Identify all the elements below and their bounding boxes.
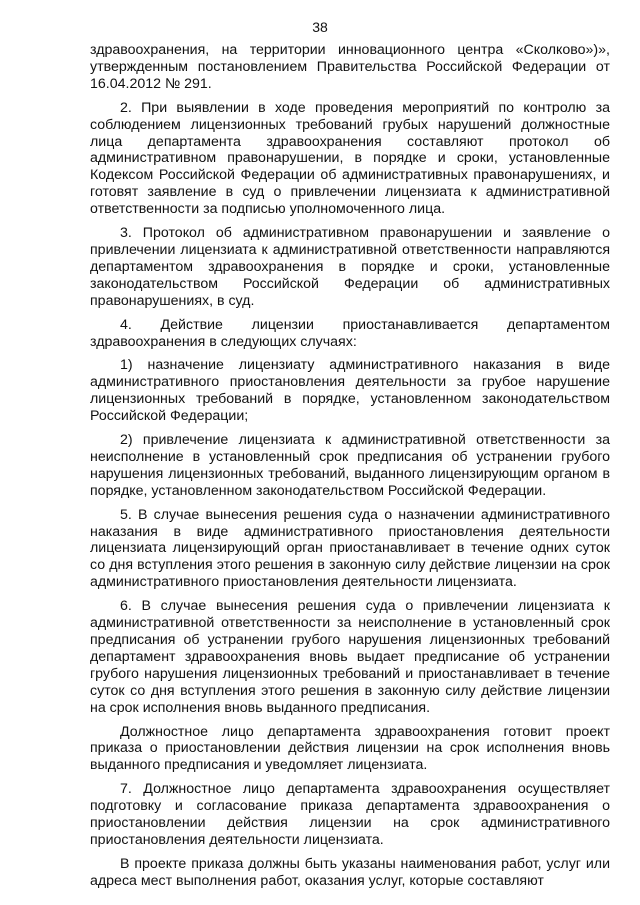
paragraph-item-6: 6. В случае вынесения решения суда о привлечении лицензиата к административной ответственности за неисполнение в установленный срок предписания об устранении грубого нарушения лицензионных требований департамент здравоохранения вновь выдает предписание об устранении грубого нарушения лицензионных требований и приостанавливает в течение суток со дня вступления этого решения в законную силу действие лицензии на срок исполнения вновь выданного предписания. <box>90 598 610 716</box>
paragraph-subitem-2: 2) привлечение лицензиата к административной ответственности за неисполнение в установленный срок предписания об устранении грубого нарушения лицензионных требований, выданного лицензирующим органом в порядке, установленном законодательством Российской Федерации. <box>90 432 610 499</box>
paragraph-item-2: 2. При выявлении в ходе проведения мероприятий по контролю за соблюдением лицензионных требований грубых нарушений должностные лица департамента здравоохранения составляют протокол об административном правонарушении, в порядке и сроки, установленные Кодексом Российской Федерации об административных правонарушениях, и готовят заявление в суд о привлечении лицензиата к административной ответственности за подписью уполномоченного лица. <box>90 99 610 218</box>
paragraph-item-3: 3. Протокол об административном правонарушении и заявление о привлечении лицензиата к административной ответственности направляются департаментом здравоохранения в порядке и сроки, установленные законодательством Российской Федерации об административных правонарушениях, в суд. <box>90 225 610 309</box>
paragraph-item-7: 7. Должностное лицо департамента здравоохранения осуществляет подготовку и согласование приказа департамента здравоохранения о приостановлении действия лицензии на срок административного приостановления деятельности лицензиата. <box>90 781 610 848</box>
paragraph-order-contents: В проекте приказа должны быть указаны наименования работ, услуг или адреса мест выполнения работ, оказания услуг, которые составляют <box>90 855 610 889</box>
paragraph-official-order: Должностное лицо департамента здравоохранения готовит проект приказа о приостановлении действия лицензии на срок исполнения вновь выданного предписания и уведомляет лицензиата. <box>90 723 610 774</box>
page-number: 38 <box>312 19 328 35</box>
paragraph-subitem-1: 1) назначение лицензиату административного наказания в виде административного приостановления деятельности за грубое нарушение лицензионных требований в порядке, установленном законодательством Российской Федерации; <box>90 357 610 425</box>
paragraph-item-4: 4. Действие лицензии приостанавливается департаментом здравоохранения в следующих случаях: <box>90 316 610 350</box>
paragraph-continuation: здравоохранения, на территории инновационного центра «Сколково»)», утвержденным постановлением Правительства Российской Федерации от 16.04.2012 № 291. <box>90 42 610 92</box>
document-body <box>90 42 610 890</box>
paragraph-item-5: 5. В случае вынесения решения суда о назначении административного наказания в виде административного приостановления деятельности лицензиата лицензирующий орган приостанавливает в течение одних суток со дня вступления этого решения в законную силу действие лицензии на срок административного приостановления деятельности лицензиата. <box>90 506 610 591</box>
